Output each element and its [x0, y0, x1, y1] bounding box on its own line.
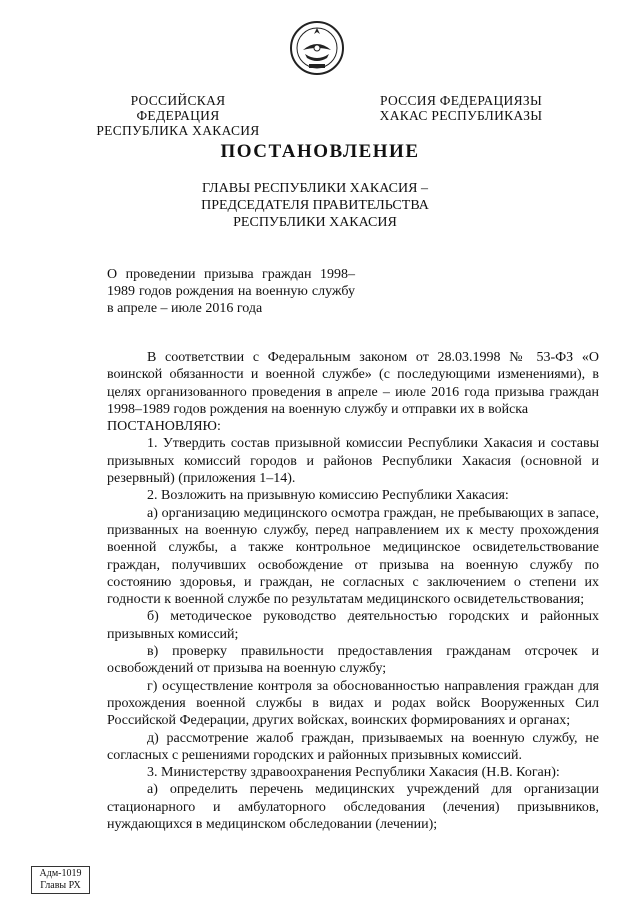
paragraph: д) рассмотрение жалоб граждан, призываемых на военную службу, не согласных с решениями городских и районных призывных комиссий.: [107, 730, 599, 763]
header-right-line: РОССИЯ ФЕДЕРАЦИЯЗЫ: [379, 93, 543, 108]
document-title: ПОСТАНОВЛЕНИЕ: [220, 141, 420, 162]
header-left-line: РЕСПУБЛИКА ХАКАСИЯ: [96, 123, 260, 138]
header-left: [88, 93, 268, 138]
header-right-line: ХАКАС РЕСПУБЛИКАЗЫ: [379, 108, 543, 123]
subtitle-line: РЕСПУБЛИКИ ХАКАСИЯ: [233, 215, 397, 230]
paragraph: а) организацию медицинского осмотра граждан, не пребывающих в запасе, призванных на военную службу, перед направлением их к месту прохождения военной службы, а также контрольное медицинское освидетельствование граждан, получивших освобождение от призыва на военную службу по состоянию здоровья, и граждан, не согласных с заключением о степени их годности к военной службе по результатам медицинского освидетельствования;: [107, 505, 599, 608]
document-body: [107, 349, 599, 833]
stamp-line: Адм-1019: [39, 868, 82, 879]
postanovlyayu-heading: ПОСТАНОВЛЯЮ:: [107, 419, 221, 435]
registry-stamp: [31, 866, 90, 894]
stamp-line: Главы РХ: [40, 880, 81, 891]
subtitle-line: ГЛАВЫ РЕСПУБЛИКИ ХАКАСИЯ –: [202, 181, 428, 196]
paragraph: 1. Утвердить состав призывной комиссии Республики Хакасия и составы призывных комиссий городов и районов Республики Хакасия (основной и резервный) (приложения 1–14).: [107, 436, 599, 487]
paragraph: в) проверку правильности предоставления гражданам отсрочек и освобождений от призыва на военную службу;: [107, 644, 599, 677]
document-subtitle: [180, 180, 450, 231]
paragraph: 3. Министерству здравоохранения Республики Хакасия (Н.В. Коган):: [147, 765, 560, 781]
paragraph: В соответствии с Федеральным законом от 28.03.1998 № 53-ФЗ «О воинской обязанности и военной службе» (с последующими изменениями), в целях организованного проведения в апреле – июле 2016 года призыва граждан 1998–1989 годов рождения на военную службу и отправки их в войска: [107, 350, 599, 417]
subtitle-line: ПРЕДСЕДАТЕЛЯ ПРАВИТЕЛЬСТВА: [201, 198, 429, 213]
paragraph: а) определить перечень медицинских учреждений для организации стационарного и амбулаторного обследования (лечения) призывников, нуждающихся в медицинском обследовании (лечении);: [107, 782, 599, 833]
header-right: [378, 93, 544, 123]
paragraph: г) осуществление контроля за обоснованностью направления граждан для прохождения военной службы в видах и родах войск Вооруженных Сил Российской Федерации, других войсках, воинских формированиях и органах;: [107, 678, 599, 729]
paragraph: б) методическое руководство деятельностью городских и районных призывных комиссий;: [107, 609, 599, 642]
paragraph: 2. Возложить на призывную комиссию Республики Хакасия:: [147, 488, 509, 504]
document-subject: О проведении призыва граждан 1998–1989 годов рождения на военную службу в апреле – июле 2016 года: [107, 267, 355, 316]
coat-of-arms-icon: [289, 20, 345, 76]
header-left-line: РОССИЙСКАЯ ФЕДЕРАЦИЯ: [130, 93, 226, 123]
